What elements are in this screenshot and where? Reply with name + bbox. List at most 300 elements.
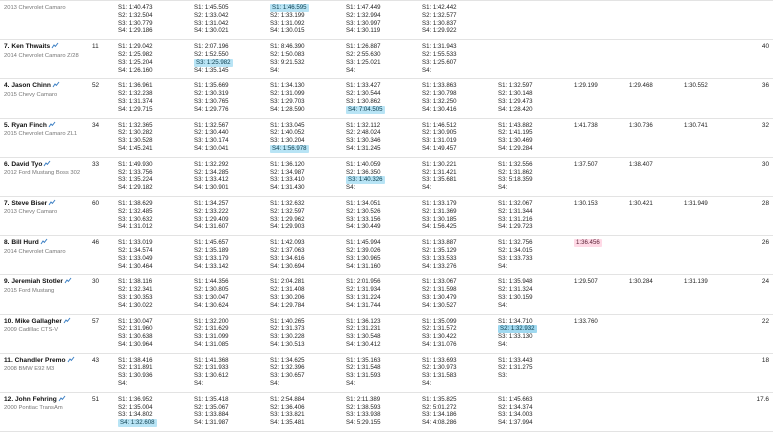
lap-time: S1: 1:45.505 <box>194 4 229 11</box>
lap-time: S3: 1:30.204 <box>270 137 305 145</box>
lap-count: 34 <box>92 121 100 129</box>
table-row[interactable] <box>0 353 773 392</box>
lap-times-cell <box>342 157 418 196</box>
lap-time: S2: 1:31.344 <box>498 207 533 215</box>
lap-time: S3: 1:25.982 <box>196 58 231 66</box>
lap-time: S2: 1:32.994 <box>346 11 381 19</box>
best-time-3 <box>680 275 735 314</box>
lap-times-cell <box>342 275 418 314</box>
lap-time: S1: 1:33.045 <box>270 121 305 129</box>
table-row[interactable] <box>0 40 773 79</box>
driver-name[interactable]: 5. Ryan Finch <box>4 122 84 130</box>
lap-time: S4: 1:49.457 <box>422 144 457 152</box>
lap-time: S1: 1:38.116 <box>118 278 153 286</box>
lap-time: S3: 1:33.884 <box>194 411 229 419</box>
lap-times-cell <box>114 118 190 157</box>
lap-time: S1: 1:49.930 <box>118 160 153 168</box>
lap-time: S2: 2:48.024 <box>346 129 381 137</box>
lap-times-cell <box>342 118 418 157</box>
lap-time: S2: 1:30.148 <box>498 90 533 98</box>
driver-cell <box>0 275 88 314</box>
lap-time: S3: 1:35.224 <box>118 176 153 184</box>
table-row[interactable] <box>0 314 773 353</box>
chart-icon[interactable] <box>44 161 50 167</box>
lap-time: S1: 1:35.163 <box>346 356 381 364</box>
best-time-3 <box>680 236 735 275</box>
best-time-2 <box>625 118 680 157</box>
lap-time: S1: 1:36.952 <box>118 395 153 403</box>
lap-time: S3: 1:30.548 <box>346 333 381 341</box>
lap-times-cell <box>342 40 418 79</box>
chart-icon[interactable] <box>49 122 55 128</box>
lap-time: S4: 1:29.903 <box>270 223 305 231</box>
lap-time: S2: 1:52.550 <box>194 50 229 58</box>
lap-time: S3: 1:33.533 <box>422 254 457 262</box>
lap-time: S2: 1:30.973 <box>422 364 457 372</box>
best-time-3 <box>680 40 735 79</box>
driver-cell <box>0 118 88 157</box>
lap-times-cell <box>494 392 570 431</box>
lap-time: S4: 1:31.085 <box>194 340 229 348</box>
lap-time: S1: 1:33.863 <box>422 82 457 90</box>
lap-times-cell <box>190 275 266 314</box>
lap-times-cell <box>494 79 570 118</box>
lap-time: S2: 1:34.015 <box>498 246 533 254</box>
best-time-2 <box>625 275 680 314</box>
lap-time: S2: 1:31.421 <box>422 168 457 176</box>
best-time-1 <box>570 353 625 392</box>
lap-time: S3: 1:30.936 <box>118 372 153 380</box>
lap-times-cell <box>114 275 190 314</box>
lap-time: S2: 1:39.026 <box>346 246 381 254</box>
lap-times-cell <box>266 1 342 40</box>
best-time-2 <box>625 353 680 392</box>
lap-time: S1: 1:35.669 <box>194 82 229 90</box>
driver-name[interactable]: 7. Ken Thwaits <box>4 43 84 51</box>
lap-time: S2: 1:50.083 <box>270 50 305 58</box>
lap-time: S3: 1:30.185 <box>422 215 457 223</box>
table-row[interactable] <box>0 79 773 118</box>
best-time-3 <box>680 79 735 118</box>
lap-time: S1: 1:32.292 <box>194 160 229 168</box>
driver-cell <box>0 79 88 118</box>
lap-times-cell <box>418 118 494 157</box>
lap-time: S4: 1:31.987 <box>194 419 229 427</box>
lap-time: S1: 1:33.427 <box>346 82 381 90</box>
lap-time: S2: 1:33.199 <box>270 11 305 19</box>
table-row[interactable] <box>0 1 773 40</box>
lap-time: S4: 1:32.608 <box>120 419 155 427</box>
lap-time: S1: 1:36.961 <box>118 82 153 90</box>
lap-time: S3: 1:30.353 <box>118 293 153 301</box>
driver-car: 2008 BMW E92 M3 <box>4 366 55 373</box>
lap-times-cell <box>342 392 418 431</box>
lap-time: S1: 1:34.625 <box>270 356 305 364</box>
lap-time: S3: 1:33.049 <box>118 254 153 262</box>
lap-time: S4: 1:29.186 <box>118 27 153 35</box>
lap-time: S4: 1:30.412 <box>346 340 381 348</box>
lap-time: S2: 1:32.341 <box>118 286 153 294</box>
lap-time: S4: <box>346 184 356 192</box>
lap-time: S3: 1:31.374 <box>118 97 153 105</box>
driver-cell <box>0 353 88 392</box>
points-value: 30 <box>761 160 769 168</box>
lap-time: S2: 1:31.408 <box>270 286 305 294</box>
lap-count <box>88 1 114 40</box>
chart-icon[interactable] <box>64 318 70 324</box>
lap-times-cell <box>190 1 266 40</box>
lap-time: S2: 1:35.129 <box>422 246 457 254</box>
best-time-3 <box>680 1 735 40</box>
lap-time: S4: 1:35.145 <box>194 66 229 74</box>
lap-time: S4: 1:31.076 <box>422 340 457 348</box>
lap-time: S1: 1:32.756 <box>498 239 533 247</box>
results-body <box>0 1 773 432</box>
lap-times-cell <box>190 157 266 196</box>
lap-time: S4: 1:29.182 <box>118 184 153 192</box>
time-value: 1:30.741 <box>684 121 708 129</box>
table-row[interactable] <box>0 236 773 275</box>
best-time-1 <box>570 314 625 353</box>
lap-times-cell <box>494 314 570 353</box>
chart-icon[interactable] <box>41 239 47 245</box>
lap-time: S2: 1:31.275 <box>498 364 533 372</box>
driver-name[interactable]: 7. Steve Biser <box>4 200 84 208</box>
lap-times-cell <box>266 353 342 392</box>
lap-time: S4: 1:30.041 <box>194 144 229 152</box>
best-time-1 <box>570 40 625 79</box>
lap-time: S1: 1:38.416 <box>118 356 153 364</box>
lap-time: S2: 1:32.577 <box>422 11 457 19</box>
lap-time: S2: 1:31.862 <box>498 168 533 176</box>
lap-time: S2: 1:35.004 <box>118 403 153 411</box>
lap-time: S3: 1:25.607 <box>422 58 457 66</box>
lap-times-cell <box>418 392 494 431</box>
driver-cell <box>0 157 88 196</box>
lap-times-cell <box>342 353 418 392</box>
lap-time: S4: <box>118 380 128 388</box>
lap-time: S4: 1:30.901 <box>194 184 229 192</box>
lap-time: S2: 1:31.934 <box>346 286 381 294</box>
lap-time: S2: 1:30.544 <box>346 90 381 98</box>
points-value: 24 <box>761 278 769 286</box>
lap-time: S3: 1:34.802 <box>118 411 153 419</box>
lap-time: S3: 1:25.021 <box>346 58 381 66</box>
points-value: 40 <box>761 43 769 51</box>
lap-time: S3: 1:33.821 <box>270 411 305 419</box>
lap-times-cell <box>418 40 494 79</box>
lap-time: S4: <box>270 380 280 388</box>
lap-times-cell <box>342 196 418 235</box>
lap-time: S2: 1:31.099 <box>270 90 305 98</box>
lap-time: S2: 1:40.052 <box>270 129 305 137</box>
driver-car: 2013 Chevy Camaro <box>4 209 58 216</box>
lap-time: S4: 1:29.776 <box>194 105 229 113</box>
best-time-2 <box>625 40 680 79</box>
lap-time: S2: 1:30.805 <box>194 286 229 294</box>
table-row[interactable] <box>0 275 773 314</box>
lap-times-cell <box>114 236 190 275</box>
lap-count: 43 <box>92 356 100 364</box>
lap-times-cell <box>342 1 418 40</box>
lap-time: S1: 1:47.449 <box>346 4 381 11</box>
lap-time: S1: 2:07.196 <box>194 43 229 51</box>
lap-time: S3: 1:30.479 <box>422 293 457 301</box>
lap-time: S3: 1:35.681 <box>422 176 457 184</box>
time-value: 1:36.456 <box>576 239 600 247</box>
lap-time: S3: 1:30.469 <box>498 137 533 145</box>
lap-time: S1: 1:32.067 <box>498 199 533 207</box>
lap-time: S3: 1:34.003 <box>498 411 533 419</box>
lap-time: S2: 1:32.504 <box>118 11 153 19</box>
lap-time: S2: 1:34.987 <box>270 168 305 176</box>
lap-time: S3: 1:30.422 <box>422 333 457 341</box>
best-time-3 <box>680 392 735 431</box>
lap-time: S2: 1:33.222 <box>194 207 229 215</box>
lap-time: S3: 1:30.997 <box>346 19 381 27</box>
lap-time: S3: 1:31.216 <box>498 215 533 223</box>
lap-times-cell <box>266 236 342 275</box>
time-value: 1:30.153 <box>574 199 598 207</box>
time-value: 1:31.139 <box>684 278 708 286</box>
driver-name[interactable]: 10. Mike Gallagher <box>4 318 84 326</box>
lap-time: S1: 1:33.887 <box>422 239 457 247</box>
lap-time: S3: 1:32.250 <box>422 97 457 105</box>
lap-time: S2: 1:30.440 <box>194 129 229 137</box>
lap-time: S1: 1:31.943 <box>422 43 457 51</box>
lap-times-cell <box>266 196 342 235</box>
best-time-2 <box>625 1 680 40</box>
lap-time: S1: 1:45.657 <box>194 239 229 247</box>
driver-cell <box>0 1 88 40</box>
lap-time: S1: 1:42.093 <box>270 239 305 247</box>
lap-time: S2: 1:32.238 <box>118 90 153 98</box>
lap-time: S1: 1:43.882 <box>498 121 533 129</box>
lap-time: S1: 1:32.200 <box>194 317 229 325</box>
time-value: 1:33.760 <box>574 317 598 325</box>
lap-time: S4: <box>498 184 508 192</box>
lap-time: S2: 1:36.350 <box>346 168 381 176</box>
lap-times-cell <box>114 1 190 40</box>
lap-times-cell <box>494 353 570 392</box>
lap-time: S4: <box>194 380 204 388</box>
best-time-3 <box>680 196 735 235</box>
lap-time: S3: 1:30.174 <box>194 137 229 145</box>
lap-time: S3: 1:31.224 <box>346 293 381 301</box>
lap-times-cell <box>266 314 342 353</box>
lap-time: S1: 8:46.390 <box>270 43 305 51</box>
table-row[interactable] <box>0 118 773 157</box>
driver-name[interactable]: 11. Chandler Premo <box>4 357 84 365</box>
lap-time: S4: 1:30.464 <box>118 262 153 270</box>
lap-time: S3: 1:30.657 <box>270 372 305 380</box>
points-value: 18 <box>761 356 769 364</box>
best-time-1 <box>570 79 625 118</box>
lap-time: S4: 1:35.481 <box>270 419 305 427</box>
table-row[interactable] <box>0 157 773 196</box>
lap-times-cell <box>418 353 494 392</box>
lap-times-cell <box>114 392 190 431</box>
lap-times-cell <box>114 314 190 353</box>
lap-time: S4: <box>422 380 432 388</box>
table-row[interactable] <box>0 392 773 431</box>
lap-time: S4: 1:29.922 <box>422 27 457 35</box>
best-time-2 <box>625 314 680 353</box>
driver-car: 2000 Pontiac TransAm <box>4 405 63 412</box>
lap-time: S1: 1:35.418 <box>194 395 229 403</box>
lap-time: S3: 1:30.528 <box>118 137 153 145</box>
lap-time: S2: 1:31.231 <box>346 325 381 333</box>
best-time-1 <box>570 236 625 275</box>
lap-times-cell <box>266 157 342 196</box>
time-value: 1:29.507 <box>574 278 598 286</box>
lap-time: S2: 1:33.756 <box>118 168 153 176</box>
lap-time: S3: 1:30.862 <box>346 97 381 105</box>
lap-time: S3: 1:31.042 <box>194 19 229 27</box>
driver-car: 2012 Ford Mustang Boss 302 <box>4 170 81 177</box>
lap-time: S2: 1:33.042 <box>194 11 229 19</box>
lap-time: S1: 1:30.221 <box>422 160 457 168</box>
best-time-3 <box>680 157 735 196</box>
lap-times-cell <box>342 236 418 275</box>
lap-time: S3: 1:31.593 <box>346 372 381 380</box>
lap-time: S4: <box>346 66 356 74</box>
lap-time: S2: 1:35.067 <box>194 403 229 411</box>
lap-time: S1: 1:34.710 <box>498 317 533 325</box>
lap-time: S4: <box>422 66 432 74</box>
lap-time: S4: <box>498 340 508 348</box>
driver-car: 2013 Chevrolet Camaro <box>4 5 66 11</box>
lap-time: S3: 1:30.159 <box>498 293 533 301</box>
lap-time: S4: 1:30.119 <box>346 27 381 35</box>
lap-time: S1: 1:46.512 <box>422 121 457 129</box>
lap-time: S4: 1:56.425 <box>422 223 457 231</box>
driver-name[interactable]: 12. John Fehring <box>4 396 84 404</box>
lap-time: S1: 1:33.067 <box>422 278 457 286</box>
lap-time: S1: 1:40.265 <box>270 317 305 325</box>
lap-time: S2: 2:55.630 <box>346 50 381 58</box>
lap-time: S2: 1:31.324 <box>498 286 533 294</box>
lap-time: S4: 1:33.276 <box>422 262 457 270</box>
lap-time: S3: 1:30.632 <box>118 215 153 223</box>
lap-time: S1: 1:32.567 <box>194 121 229 129</box>
lap-time: S3: 1:30.047 <box>194 293 229 301</box>
lap-time: S3: 1:29.703 <box>270 97 305 105</box>
lap-time: S1: 1:35.099 <box>422 317 457 325</box>
lap-time: S1: 1:35.825 <box>422 395 457 403</box>
lap-time: S3: 1:29.473 <box>498 97 533 105</box>
driver-cell <box>0 40 88 79</box>
points-value <box>735 1 773 40</box>
lap-time: S4: 1:30.015 <box>270 27 305 35</box>
lap-time: S4: <box>346 380 356 388</box>
driver-name[interactable]: 6. David Tyo <box>4 161 84 169</box>
lap-time: S2: 1:31.891 <box>118 364 153 372</box>
lap-time: S3: 1:33.938 <box>346 411 381 419</box>
lap-count: 46 <box>92 239 100 247</box>
chart-icon[interactable] <box>49 200 55 206</box>
driver-name[interactable]: 4. Jason Chinn <box>4 82 84 90</box>
chart-icon[interactable] <box>59 396 65 402</box>
lap-times-cell <box>266 118 342 157</box>
lap-time: S2: 1:31.369 <box>422 207 457 215</box>
lap-time: S3: 1:31.099 <box>194 333 229 341</box>
chart-icon[interactable] <box>53 82 59 88</box>
lap-time: S2: 1:32.485 <box>118 207 153 215</box>
chart-icon[interactable] <box>65 278 71 284</box>
best-time-2 <box>625 196 680 235</box>
best-time-1 <box>570 157 625 196</box>
driver-car: 2009 Cadillac CTS-V <box>4 326 59 333</box>
lap-time: S3: 1:33.412 <box>194 176 229 184</box>
lap-times-cell <box>342 314 418 353</box>
lap-times-cell <box>114 79 190 118</box>
lap-time: S1: 1:46.595 <box>272 4 307 11</box>
lap-time: S1: 1:30.047 <box>118 317 153 325</box>
lap-time: S2: 1:31.629 <box>194 325 229 333</box>
lap-times-cell <box>418 275 494 314</box>
lap-time: S4: 1:29.784 <box>270 301 305 309</box>
lap-time: S3: 1:34.616 <box>270 254 305 262</box>
time-value: 1:29.199 <box>574 82 598 90</box>
lap-times-cell <box>266 40 342 79</box>
lap-times-cell <box>190 392 266 431</box>
time-value: 1:29.468 <box>629 82 653 90</box>
best-time-2 <box>625 79 680 118</box>
best-time-3 <box>680 353 735 392</box>
lap-times-cell <box>418 1 494 40</box>
lap-time: S2: 1:35.189 <box>194 246 229 254</box>
lap-time: S2: 1:41.195 <box>498 129 533 137</box>
lap-times-cell <box>494 157 570 196</box>
lap-times-cell <box>494 1 570 40</box>
lap-time: S4: 1:31.012 <box>118 223 153 231</box>
chart-icon[interactable] <box>68 357 74 363</box>
lap-time: S3: 1:33.130 <box>498 333 533 341</box>
lap-times-cell <box>418 196 494 235</box>
lap-time: S1: 1:40.473 <box>118 4 153 11</box>
lap-times-cell <box>114 157 190 196</box>
driver-name[interactable]: 9. Jeremiah Stotler <box>4 278 84 286</box>
lap-time: S1: 1:33.179 <box>422 199 457 207</box>
lap-time: S4: 1:30.022 <box>118 301 153 309</box>
time-value: 1:31.949 <box>684 199 708 207</box>
lap-time: S1: 1:32.112 <box>346 121 381 129</box>
lap-time: S4: 1:31.607 <box>194 223 229 231</box>
chart-icon[interactable] <box>52 43 58 49</box>
lap-time: S1: 1:44.356 <box>194 278 229 286</box>
lap-time: S4: 1:30.416 <box>422 105 457 113</box>
driver-name[interactable]: 8. Bill Hurd <box>4 239 84 247</box>
lap-time: S3: 1:31.019 <box>422 137 457 145</box>
lap-time: S3: 1:30.837 <box>422 19 457 27</box>
lap-time: S2: 1:37.063 <box>270 246 305 254</box>
lap-time: S2: 1:31.548 <box>346 364 381 372</box>
lap-count: 33 <box>92 160 100 168</box>
table-row[interactable] <box>0 196 773 235</box>
lap-time: S1: 1:36.120 <box>270 160 305 168</box>
lap-time: S2: 1:34.374 <box>498 403 533 411</box>
lap-time: S1: 1:45.663 <box>498 395 533 403</box>
lap-time: S4: 1:33.142 <box>194 262 229 270</box>
lap-count: 52 <box>92 82 100 90</box>
lap-time: S4: 1:31.744 <box>346 301 381 309</box>
lap-time: S2: 1:32.396 <box>270 364 305 372</box>
lap-time: S1: 1:38.629 <box>118 199 153 207</box>
lap-time: S2: 1:30.798 <box>422 90 457 98</box>
lap-time: S1: 1:45.994 <box>346 239 381 247</box>
lap-time: S4: 1:30.449 <box>346 223 381 231</box>
